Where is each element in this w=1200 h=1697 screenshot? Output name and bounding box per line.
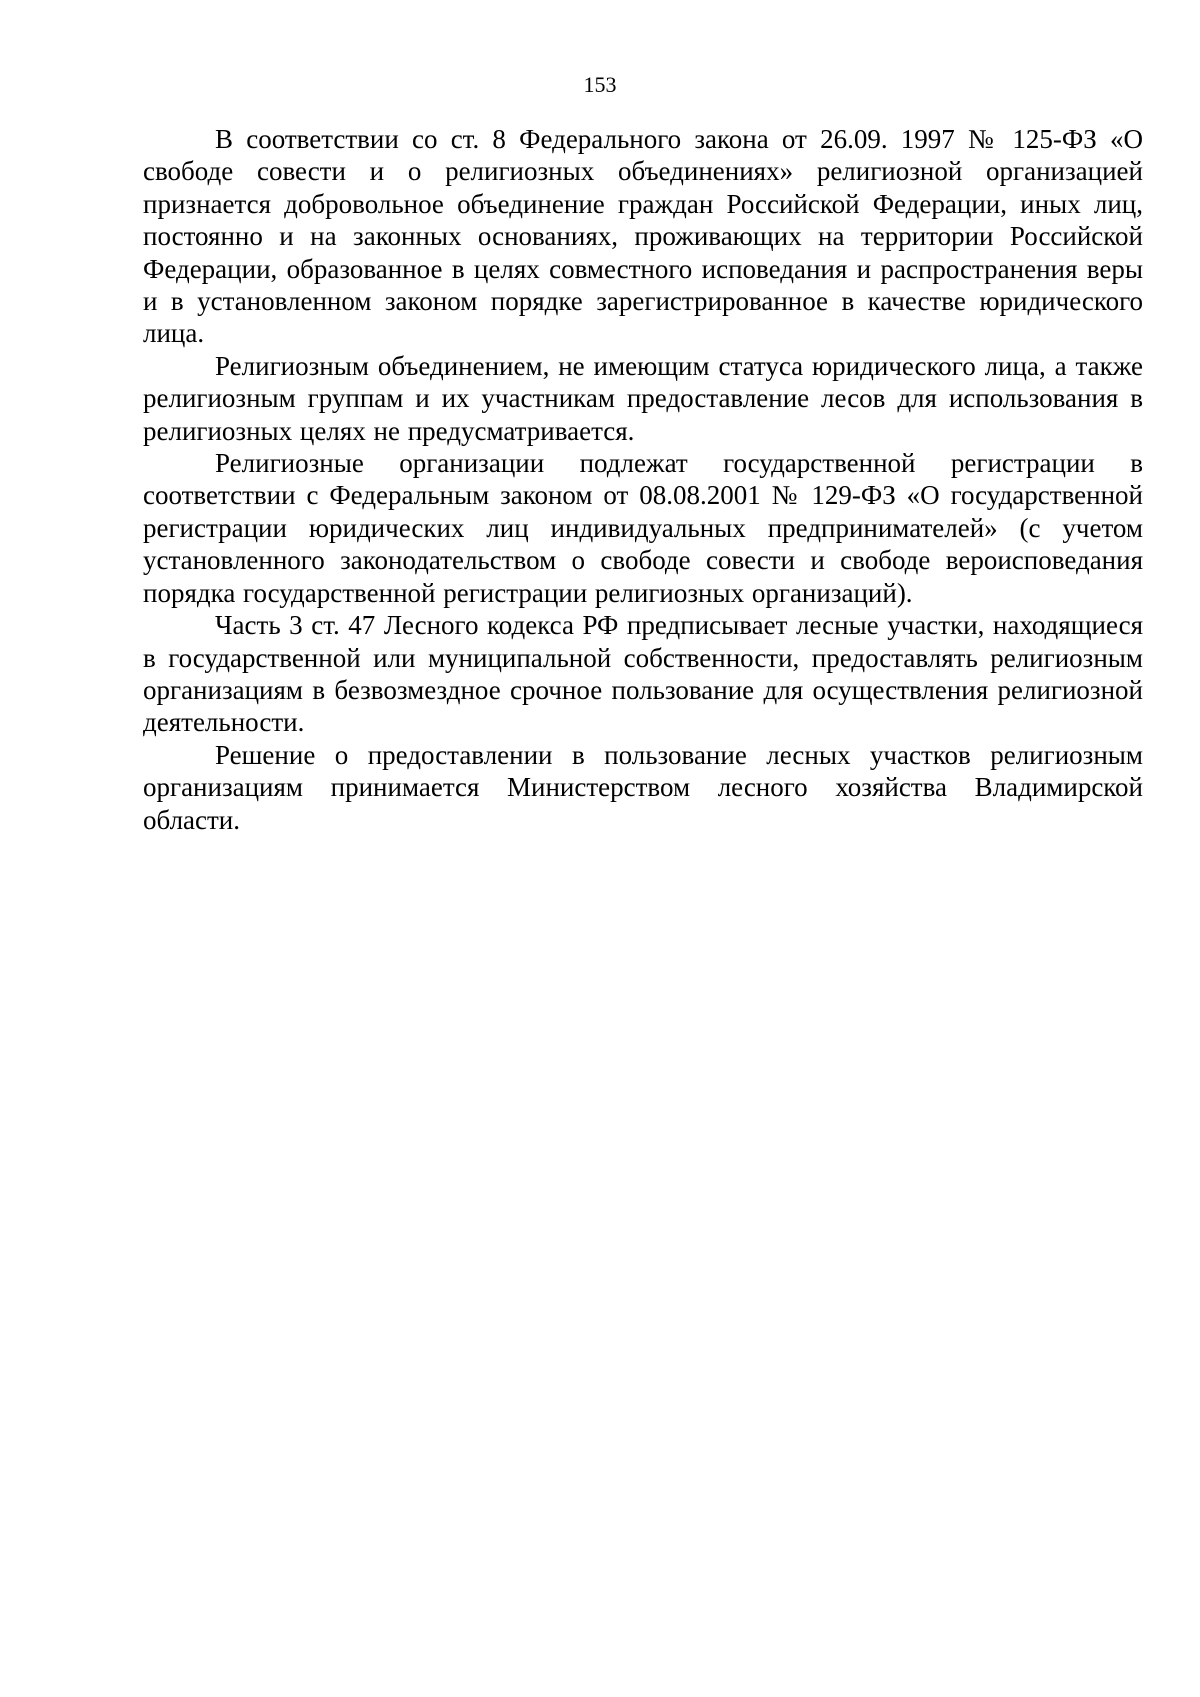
- paragraph-religious-association-without-legal-status: Религиозным объединением, не имеющим статуса юридического лица, а также религиозным группам и их участникам предоставление лесов для использования в религиозных целях не предусматривается.: [143, 350, 1143, 446]
- paragraph-state-registration: Религиозные организации подлежат государственной регистрации в соответствии с Федеральным законом от 08.08.2001 № 129-ФЗ «О государственной регистрации юридических лиц индивидуальных предпринимателей» (с учетом установленного законодательством о свободе совести и свободе вероисповедания порядка государственной регистрации религиозных организаций).: [143, 448, 1143, 608]
- paragraph-religious-organization-definition: В соответствии со ст. 8 Федерального закона от 26.09. 1997 № 125-ФЗ «О свободе совести и о религиозных объединениях» религиозной организацией признается добровольное объединение граждан Российской Федерации, иных лиц, постоянно и на законных основаниях, проживающих на территории Российской Федерации, образованное в целях совместного исповедания и распространения веры и в установленном законом порядке зарегистрированное в качестве юридического лица.: [143, 124, 1143, 349]
- page-number: 153: [583, 72, 617, 97]
- document-body: [143, 123, 1143, 836]
- paragraph-forest-code-article-47: Часть 3 ст. 47 Лесного кодекса РФ предписывает лесные участки, находящиеся в государственной или муниципальной собственности, предоставлять религиозным организациям в безвозмездное срочное пользование для осуществления религиозной деятельности.: [143, 610, 1143, 738]
- paragraph-decision-authority: Решение о предоставлении в пользование лесных участков религиозным организациям принимается Министерством лесного хозяйства Владимирской области.: [143, 739, 1143, 835]
